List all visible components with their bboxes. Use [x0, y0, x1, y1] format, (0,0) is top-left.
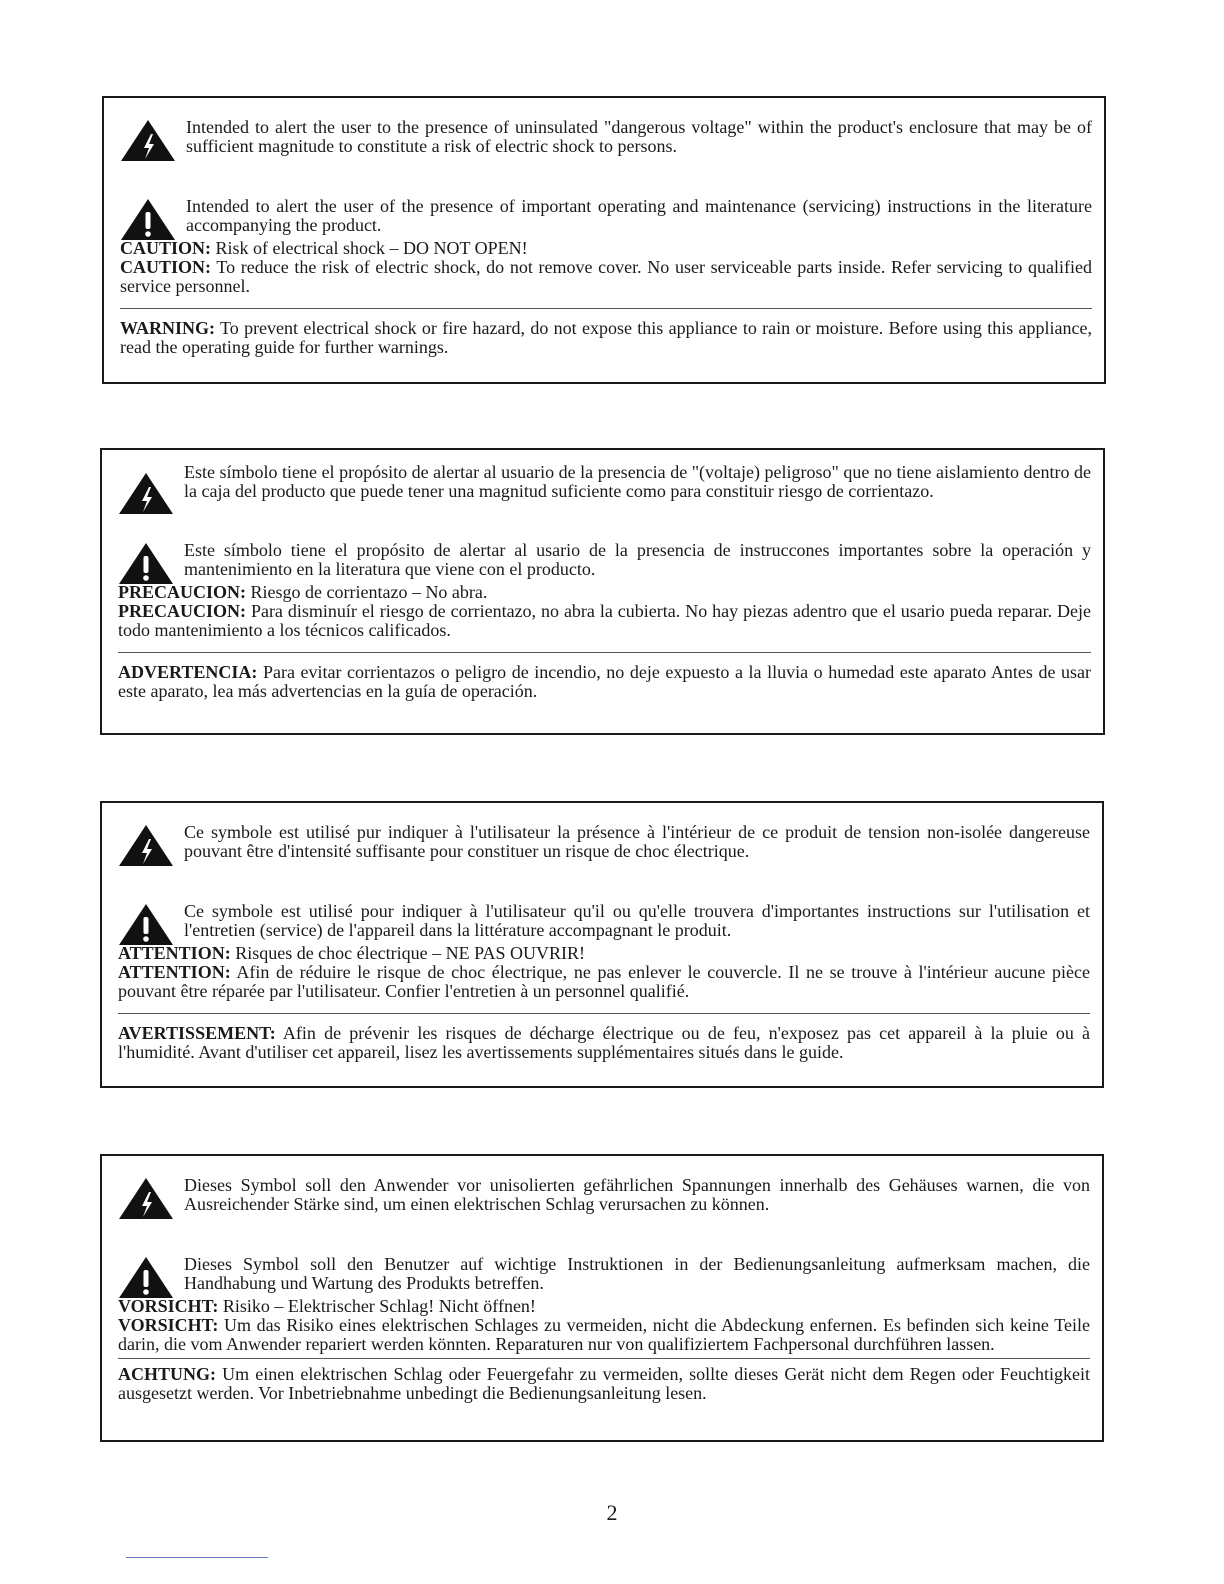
caution-label: ATTENTION: [118, 943, 231, 963]
caution-label: PRECAUCION: [118, 601, 246, 621]
page-number: 2 [606, 1500, 618, 1525]
lightning-warning-icon [118, 1176, 174, 1226]
voltage-symbol-description: Intended to alert the user to the presence of uninsulated "dangerous voltage" within the product's enclosure that may be of sufficient magnitude to constitute a risk of electric shock to persons. [186, 117, 1092, 156]
symbol-row-voltage [118, 1176, 1090, 1226]
voltage-symbol-description: Este símbolo tiene el propósito de alertar al usuario de la presencia de "(voltaje) peligroso" que no tiene aislamiento dentro de la caja del producto que puede tener una magnitud suficiente como para constituir riesgo de corrientazo. [184, 462, 1091, 501]
caution-text: Risques de choc électrique – NE PAS OUVRIR! [230, 943, 585, 963]
exclamation-symbol-description: Intended to alert the user of the presence of important operating and maintenance (servicing) instructions in the literature accompanying the product. [186, 196, 1092, 235]
caution-line-1 [118, 583, 1091, 602]
safety-box-spanish [100, 448, 1105, 735]
symbol-row-voltage [118, 823, 1090, 873]
symbol-row-voltage [118, 463, 1091, 521]
caution-line-2 [118, 963, 1090, 1001]
footer-rule [126, 1557, 268, 1558]
warning-text: Um einen elektrischen Schlag oder Feuergefahr zu vermeiden, sollte dieses Gerät nicht dem Regen oder Feuchtigkeit ausgesetzt werden. Vor Inbetriebnahme unbedingt die Bedienungsanleitung lesen. [118, 1364, 1090, 1403]
caution-text: Riesgo de corrientazo – No abra. [246, 582, 488, 602]
caution-block [118, 944, 1090, 1001]
voltage-symbol-description: Ce symbole est utilisé pur indiquer à l'utilisateur la présence à l'intérieur de ce produit de tension non-isolée dangereuse pouvant être d'intensité suffisante pour constituer un risque de choc électrique. [184, 822, 1090, 861]
caution-line-1 [118, 944, 1090, 963]
caution-block [120, 239, 1092, 296]
safety-box-english [102, 96, 1106, 384]
divider [120, 308, 1092, 309]
lightning-warning-icon [118, 823, 174, 873]
divider [118, 652, 1091, 653]
warning-text: Para evitar corrientazos o peligro de incendio, no deje expuesto a la lluvia o humedad este aparato Antes de usar este aparato, lea más advertencias en la guía de operación. [118, 662, 1091, 701]
caution-text: Afin de réduire le risque de choc électrique, ne pas enlever le couvercle. Il ne se trouve à l'intérieur aucune pièce pouvant être réparée par l'utilisateur. Confier l'entretien à un personnel qualifié. [118, 962, 1090, 1001]
caution-text: Risiko – Elektrischer Schlag! Nicht öffnen! [218, 1296, 536, 1316]
lightning-warning-icon [120, 118, 176, 168]
exclamation-symbol-description: Dieses Symbol soll den Benutzer auf wichtige Instruktionen in der Bedienungsanleitung aufmerksam machen, die Handhabung und Wartung des Produkts betreffen. [184, 1254, 1090, 1293]
caution-block [118, 1297, 1090, 1354]
warning-text: To prevent electrical shock or fire hazard, do not expose this appliance to rain or moisture. Before using this appliance, read the operating guide for further warnings. [120, 318, 1092, 357]
caution-label: CAUTION: [120, 238, 212, 258]
divider [118, 1358, 1090, 1359]
caution-label: ATTENTION: [118, 962, 231, 982]
warning-label: WARNING: [120, 318, 216, 338]
caution-text: Um das Risiko eines elektrischen Schlages zu vermeiden, nicht die Abdeckung enfernen. Es befinden sich keine Teile darin, die vom Anwender repariert werden könnten. Reparaturen nur von qualifiziertem Fachpersonal durchführen lassen. [118, 1315, 1090, 1354]
exclamation-symbol-description: Este símbolo tiene el propósito de alertar al usario de la presencia de instruccones importantes sobre la operación y mantenimiento en la literatura que viene con el producto. [184, 540, 1091, 579]
symbol-row-voltage [120, 118, 1092, 168]
caution-line-1 [120, 239, 1092, 258]
warning-paragraph [120, 319, 1092, 357]
lightning-warning-icon [118, 471, 174, 521]
divider [118, 1013, 1090, 1014]
caution-text: Para disminuír el riesgo de corrientazo, no abra la cubierta. No hay piezas adentro que el usario pueda reparar. Deje todo mantenimiento a los técnicos calificados. [118, 601, 1091, 640]
caution-label: CAUTION: [120, 257, 212, 277]
warning-label: ADVERTENCIA: [118, 662, 258, 682]
warning-label: ACHTUNG: [118, 1364, 216, 1384]
caution-line-1 [118, 1297, 1090, 1316]
warning-paragraph [118, 663, 1091, 701]
caution-line-2 [118, 1316, 1090, 1354]
warning-text: Afin de prévenir les risques de décharge électrique ou de feu, n'exposez pas cet appareil à la pluie ou à l'humidité. Avant d'utiliser cet appareil, lisez les avertissements supplémentaires situés dans le guide. [118, 1023, 1090, 1062]
caution-line-2 [118, 602, 1091, 640]
caution-label: VORSICHT: [118, 1296, 219, 1316]
caution-label: VORSICHT: [118, 1315, 219, 1335]
caution-line-2 [120, 258, 1092, 296]
warning-label: AVERTISSEMENT: [118, 1023, 276, 1043]
safety-box-german [100, 1154, 1104, 1442]
warning-paragraph [118, 1024, 1090, 1062]
caution-text: To reduce the risk of electric shock, do not remove cover. No user serviceable parts inside. Refer servicing to qualified service personnel. [120, 257, 1092, 296]
caution-text: Risk of electrical shock – DO NOT OPEN! [211, 238, 528, 258]
caution-label: PRECAUCION: [118, 582, 246, 602]
warning-paragraph [118, 1365, 1090, 1403]
caution-block [118, 583, 1091, 640]
exclamation-symbol-description: Ce symbole est utilisé pour indiquer à l'utilisateur qu'il ou qu'elle trouvera d'importantes instructions sur l'utilisation et l'entretien (service) de l'appareil dans la littérature accompagnant le produit. [184, 901, 1090, 940]
voltage-symbol-description: Dieses Symbol soll den Anwender vor unisolierten gefährlichen Spannungen innerhalb des Gehäuses warnen, die von Ausreichender Stärke sind, um einen elektrischen Schlag verursachen zu können. [184, 1175, 1090, 1214]
safety-box-french [100, 801, 1104, 1088]
